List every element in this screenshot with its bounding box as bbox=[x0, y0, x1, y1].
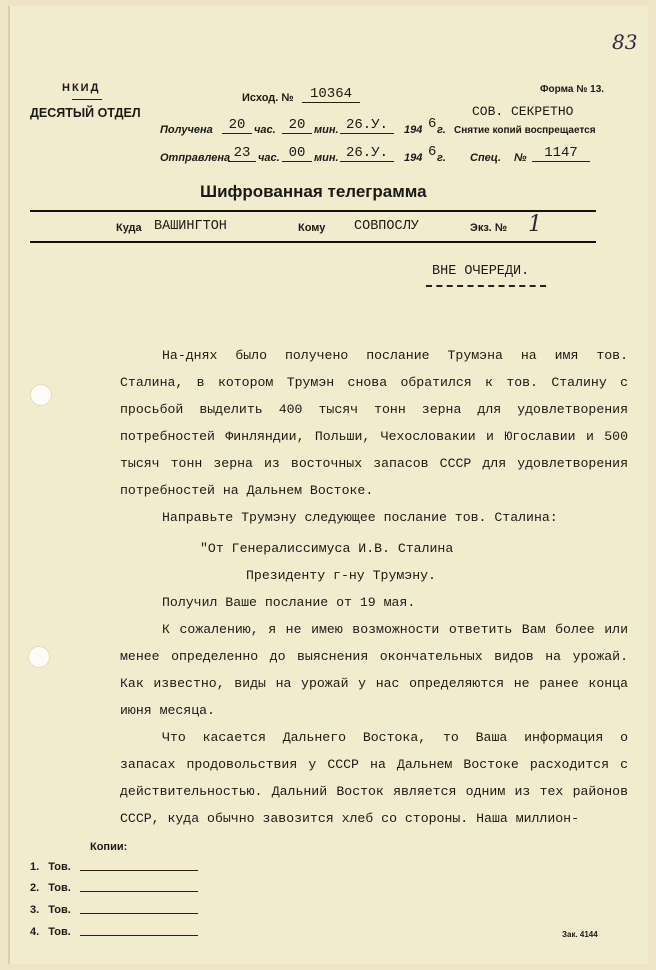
paragraph-from: "От Генералиссимуса И.В. Сталина bbox=[200, 541, 454, 556]
copy-row bbox=[30, 904, 198, 916]
copy-row-label: Тов. bbox=[48, 926, 71, 938]
copy-row-blank[interactable] bbox=[80, 913, 198, 914]
copy-row-blank[interactable] bbox=[80, 935, 198, 936]
punch-hole-top bbox=[30, 384, 52, 406]
received-hour: 20 bbox=[222, 117, 252, 134]
copy-row-label: Тов. bbox=[48, 904, 71, 916]
received-date: 26.У. bbox=[340, 117, 394, 134]
paragraph-harvest: К сожалению, я не имею возможности ответить Вам более или менее определенно до выяснения окончательных видов на урожай. Как известно, виды на урожай у нас определяются не ранее конца июня месяца. bbox=[120, 622, 628, 718]
form-label: Форма № 13. bbox=[540, 84, 605, 95]
copy-row-num: 3. bbox=[30, 904, 40, 916]
received-year-digit: 6 bbox=[428, 116, 437, 132]
received-min: 20 bbox=[282, 117, 312, 134]
copy-row-blank[interactable] bbox=[80, 891, 198, 892]
copies-label: Копии: bbox=[90, 841, 128, 853]
copy-prohibited-note: Снятие копий воспрещается bbox=[454, 125, 596, 136]
paragraph-received: Получил Ваше послание от 19 мая. bbox=[162, 595, 416, 610]
secrecy-stamp: СОВ. СЕКРЕТНО bbox=[472, 104, 574, 119]
org-dept: ДЕСЯТЫЙ ОТДЕЛ bbox=[30, 106, 141, 120]
dest-where: ВАШИНГТОН bbox=[154, 219, 227, 234]
header-rule-top bbox=[30, 210, 596, 212]
special-label: Спец. bbox=[470, 152, 501, 164]
paragraph-to: Президенту г-ну Трумэну. bbox=[246, 568, 436, 583]
dest-where-label: Куда bbox=[116, 222, 142, 234]
dest-whom: СОВПОСЛУ bbox=[354, 219, 419, 234]
message-body bbox=[120, 342, 628, 832]
sent-year-suffix: г. bbox=[437, 152, 446, 164]
sent-min: 00 bbox=[282, 145, 312, 162]
paragraph-instruction: Направьте Трумэну следующее послание тов. Сталина: bbox=[162, 510, 558, 525]
sent-hour-label: час. bbox=[258, 152, 280, 164]
outgoing-label: Исход. № bbox=[242, 92, 294, 104]
sent-min-label: мин. bbox=[314, 152, 339, 164]
copy-row bbox=[30, 926, 198, 938]
org-top: НКИД bbox=[62, 82, 101, 94]
page-number: 83 bbox=[612, 30, 638, 54]
sent-date: 26.У. bbox=[340, 145, 394, 162]
sent-year-digit: 6 bbox=[428, 144, 437, 160]
copy-row-blank[interactable] bbox=[80, 870, 198, 871]
received-year: 194 bbox=[404, 124, 423, 136]
outgoing-number-value: 10364 bbox=[309, 86, 352, 102]
dest-copies: 1 bbox=[528, 212, 542, 237]
copy-row bbox=[30, 861, 198, 873]
priority-dash-underline bbox=[426, 285, 546, 287]
copy-row-num: 4. bbox=[30, 926, 40, 938]
copy-row bbox=[30, 882, 198, 894]
received-min-label: мин. bbox=[314, 124, 339, 136]
document-title: Шифрованная телеграмма bbox=[200, 182, 427, 201]
org-top-underline bbox=[72, 99, 102, 100]
copy-row-num: 1. bbox=[30, 861, 40, 873]
sent-hour: 23 bbox=[228, 145, 256, 162]
copy-row-label: Тов. bbox=[48, 861, 71, 873]
punch-hole-bottom bbox=[28, 646, 50, 668]
sent-year: 194 bbox=[404, 152, 423, 164]
copy-row-label: Тов. bbox=[48, 882, 71, 894]
paragraph-far-east: Что касается Дальнего Востока, то Ваша информация о запасах продовольствия у СССР на Дальнем Востоке расходится с действительностью. Дальний Восток является одним из тех районов СССР, куда обычно завозится хлеб со стороны. Наша миллион- bbox=[120, 730, 628, 826]
sent-label: Отправлена bbox=[160, 152, 231, 164]
special-number: 1147 bbox=[532, 145, 590, 162]
copy-row-num: 2. bbox=[30, 882, 40, 894]
footer-order-code: Зак. 4144 bbox=[562, 930, 598, 939]
outgoing-number bbox=[302, 86, 360, 103]
dest-copies-label: Экз. № bbox=[470, 222, 508, 234]
special-no-label: № bbox=[514, 152, 527, 164]
dest-whom-label: Кому bbox=[298, 222, 326, 234]
priority-note: ВНЕ ОЧЕРЕДИ. bbox=[432, 264, 530, 279]
received-hour-label: час. bbox=[254, 124, 276, 136]
received-label: Получена bbox=[160, 124, 213, 136]
paragraph-request: На-днях было получено послание Трумэна на имя тов. Сталина, в котором Трумэн снова обратился к тов. Сталину с просьбой выделить 400 тысяч тонн зерна для удовлетворения потребностей Финляндии, Польши, Чехословакии и Югославии и 500 тысяч тонн зерна из восточных запасов СССР для удовлетворения потребностей на Дальнем Востоке. bbox=[120, 348, 628, 498]
header-rule-bottom bbox=[30, 241, 596, 243]
received-year-suffix: г. bbox=[437, 124, 446, 136]
